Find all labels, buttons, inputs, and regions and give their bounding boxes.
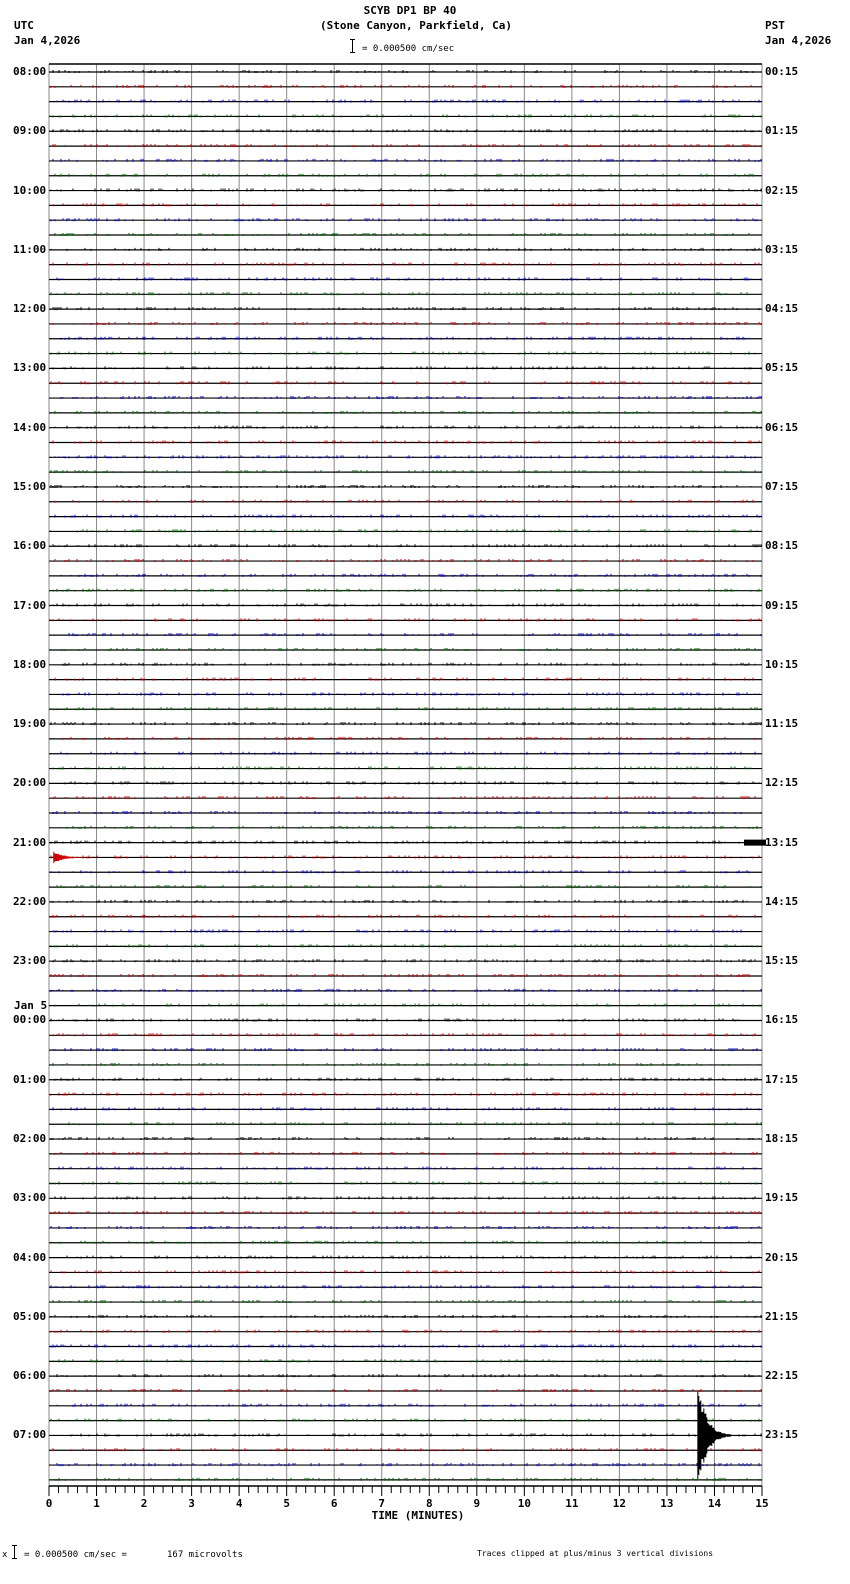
utc-hour-label: 21:00 [13, 835, 47, 849]
utc-hour-label: 15:00 [13, 479, 47, 493]
pst-hour-label: 05:15 [765, 361, 799, 375]
x-tick-label: 14 [707, 1497, 722, 1510]
left-date: Jan 4,2026 [14, 34, 81, 47]
chart-title: SCYB DP1 BP 40 [363, 4, 457, 17]
pst-hour-label: 08:15 [765, 539, 799, 553]
right-date: Jan 4,2026 [765, 34, 832, 47]
pst-hour-label: 21:15 [765, 1309, 799, 1323]
pst-hour-label: 03:15 [765, 242, 799, 256]
chart-subtitle: (Stone Canyon, Parkfield, Ca) [319, 19, 513, 32]
utc-hour-label: 20:00 [13, 776, 47, 790]
utc-hour-label: 07:00 [13, 1428, 47, 1442]
x-tick-label: 4 [235, 1497, 243, 1510]
pst-hour-label: 02:15 [765, 183, 799, 197]
utc-hour-label: 10:00 [13, 183, 47, 197]
left-timezone: UTC [14, 19, 34, 32]
pst-hour-label: 07:15 [765, 479, 799, 493]
x-tick-label: 2 [140, 1497, 148, 1510]
utc-hour-label: 16:00 [13, 539, 47, 553]
x-tick-label: 11 [565, 1497, 579, 1510]
clip-note: Traces clipped at plus/minus 3 vertical divisions [477, 1549, 714, 1558]
utc-hour-label: 11:00 [13, 242, 47, 256]
x-tick-label: 10 [517, 1497, 531, 1510]
utc-hour-label: 05:00 [13, 1309, 47, 1323]
footer-scale-prefix: x [2, 1550, 8, 1560]
x-tick-label: 5 [283, 1497, 290, 1510]
utc-hour-label: 04:00 [13, 1250, 47, 1264]
scale-text: = 0.000500 cm/sec [362, 44, 455, 54]
utc-hour-label: 23:00 [13, 954, 47, 968]
footer-scale-text: = 0.000500 cm/sec = [24, 1550, 127, 1560]
utc-hour-label: 19:00 [13, 717, 47, 731]
pst-hour-label: 23:15 [765, 1428, 799, 1442]
utc-hour-label: 08:00 [13, 65, 47, 78]
pst-hour-label: 15:15 [765, 954, 799, 968]
x-axis-label: TIME (MINUTES) [371, 1509, 465, 1522]
x-tick-label: 9 [473, 1497, 481, 1510]
utc-hour-label: 18:00 [13, 657, 47, 671]
pst-hour-label: 04:15 [765, 302, 799, 316]
pst-hour-label: 00:15 [765, 65, 799, 78]
footer-scale-bar-icon [14, 1545, 15, 1559]
x-tick-label: 8 [425, 1497, 433, 1510]
utc-hour-label: 17:00 [13, 598, 47, 612]
x-tick-label: 0 [45, 1497, 53, 1510]
x-tick-label: 6 [330, 1497, 338, 1510]
utc-hour-label: 02:00 [13, 1132, 47, 1146]
pst-hour-label: 11:15 [765, 717, 799, 731]
utc-hour-label: 01:00 [13, 1072, 47, 1086]
utc-hour-label: 03:00 [13, 1191, 47, 1205]
pst-hour-label: 01:15 [765, 124, 799, 138]
pst-hour-label: 13:15 [765, 835, 799, 849]
utc-hour-label: 09:00 [13, 124, 47, 138]
utc-hour-label: 12:00 [13, 302, 47, 316]
date-change-label: Jan 5 [14, 999, 48, 1013]
utc-hour-label: 14:00 [13, 420, 47, 434]
pst-hour-label: 20:15 [765, 1250, 799, 1264]
utc-hour-label: 06:00 [13, 1369, 47, 1383]
pst-hour-label: 10:15 [765, 657, 799, 671]
right-timezone: PST [765, 19, 785, 32]
x-tick-label: 13 [660, 1497, 674, 1510]
x-tick-label: 7 [378, 1497, 386, 1510]
utc-hour-label: 22:00 [13, 894, 47, 908]
pst-hour-label: 14:15 [765, 894, 799, 908]
footer-microvolts: 167 microvolts [167, 1550, 243, 1560]
pst-hour-label: 22:15 [765, 1369, 799, 1383]
scale-bar-icon [352, 39, 353, 53]
pst-hour-label: 16:15 [765, 1013, 799, 1027]
pst-hour-label: 09:15 [765, 598, 799, 612]
pst-hour-label: 12:15 [765, 776, 799, 790]
x-tick-label: 1 [93, 1497, 100, 1510]
x-tick-label: 12 [612, 1497, 627, 1510]
pst-hour-label: 06:15 [765, 420, 799, 434]
pst-hour-label: 18:15 [765, 1132, 799, 1146]
x-tick-label: 3 [188, 1497, 195, 1510]
utc-hour-label: 13:00 [13, 361, 47, 375]
pst-hour-label: 19:15 [765, 1191, 799, 1205]
utc-hour-label: 00:00 [13, 1013, 47, 1027]
x-tick-label: 15 [755, 1497, 769, 1510]
pst-hour-label: 17:15 [765, 1072, 799, 1086]
